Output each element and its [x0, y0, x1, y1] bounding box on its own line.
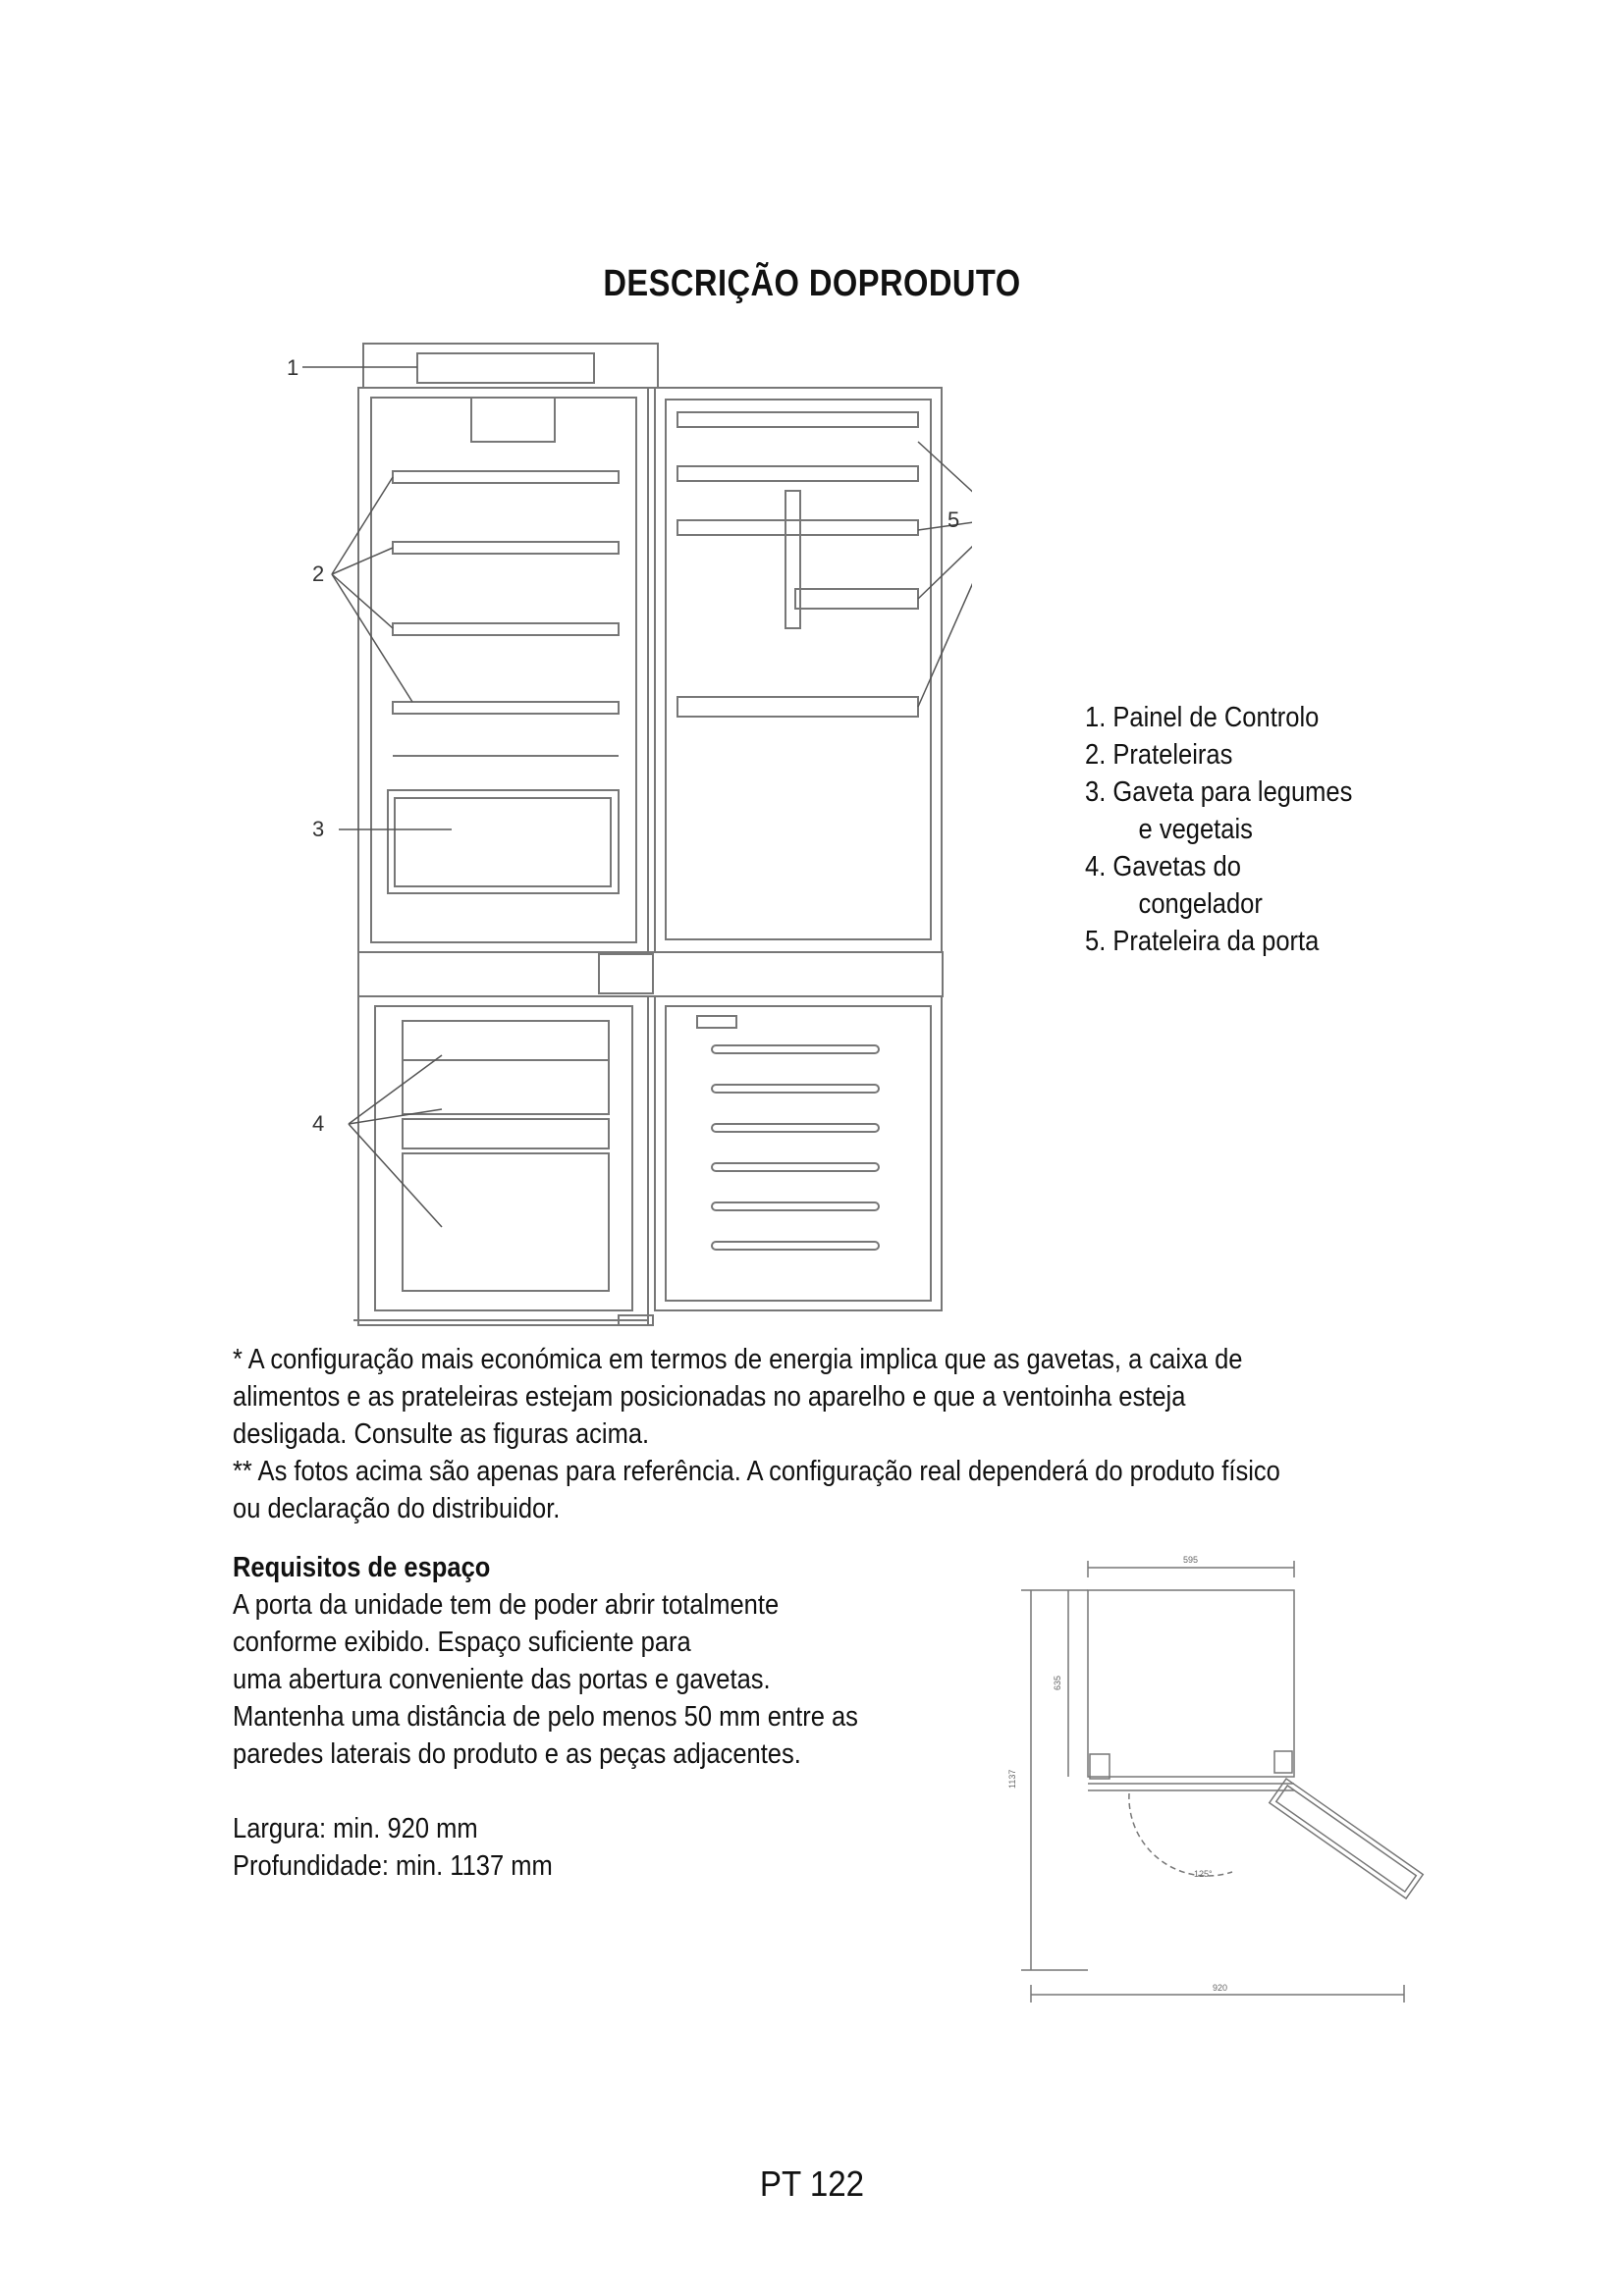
legend-item: 4. Gavetas do — [1085, 851, 1241, 882]
legend-item: 2. Prateleiras — [1085, 739, 1233, 771]
legend-item-continuation: congelador — [1138, 888, 1263, 920]
depth-requirement: Profundidade: min. 1137 mm — [233, 1850, 553, 1882]
space-body-line: A porta da unidade tem de poder abrir totalmente — [233, 1589, 780, 1621]
callout-1: 1 — [287, 355, 299, 380]
dim-side: 1137 — [1007, 1769, 1017, 1789]
control-panel — [363, 344, 658, 388]
door-opening-figure — [992, 1533, 1443, 2004]
door-shelves — [677, 412, 918, 717]
callout-2: 2 — [312, 561, 325, 586]
page-number: PT 122 — [759, 2163, 865, 2204]
legend-item: 5. Prateleira da porta — [1085, 926, 1320, 957]
freezer-door — [655, 996, 942, 1310]
width-requirement: Largura: min. 920 mm — [233, 1813, 478, 1844]
space-body-line: conforme exibido. Espaço suficiente para — [233, 1627, 691, 1658]
legend-item: 3. Gaveta para legumes — [1085, 776, 1353, 808]
page-title: DESCRIÇÃO DOPRODUTO — [603, 263, 1021, 304]
shelves — [393, 471, 619, 714]
note-reference: ** As fotos acima são apenas para referência. A configuração real dependerá do produto físico ou declaração do distribuidor. — [233, 1456, 1280, 1524]
space-body-line: uma abertura conveniente das portas e gavetas. — [233, 1664, 771, 1695]
space-heading: Requisitos de espaço — [233, 1552, 491, 1583]
dim-inner: 635 — [1053, 1675, 1062, 1690]
legend-item: 1. Painel de Controlo — [1085, 702, 1320, 733]
dim-top: 595 — [1183, 1555, 1199, 1565]
fridge-door — [655, 388, 942, 952]
freezer-door-lines — [712, 1045, 879, 1250]
crisper-drawer — [388, 790, 619, 893]
callout-3: 3 — [312, 817, 325, 841]
dim-angle: 125° — [1194, 1869, 1213, 1879]
space-body-line: paredes laterais do produto e as peças adjacentes. — [233, 1738, 801, 1770]
dim-bottom: 920 — [1213, 1983, 1228, 1993]
fridge-diagram — [265, 334, 972, 1335]
callout-5: 5 — [947, 507, 960, 532]
notes — [233, 1341, 1304, 1527]
space-body-line: Mantenha uma distância de pelo menos 50 mm entre as — [233, 1701, 858, 1733]
legend — [1085, 699, 1352, 960]
space-requirements — [233, 1549, 915, 1885]
callout-4: 4 — [312, 1111, 325, 1136]
legend-item-continuation: e vegetais — [1138, 814, 1253, 845]
note-energy: * A configuração mais económica em termos de energia implica que as gavetas, a caixa de alimentos e as prateleiras estejam posicionadas no aparelho e que a ventoinha esteja desligada. Consulte as figuras acima. — [233, 1344, 1243, 1450]
fridge-compartment — [358, 388, 648, 952]
